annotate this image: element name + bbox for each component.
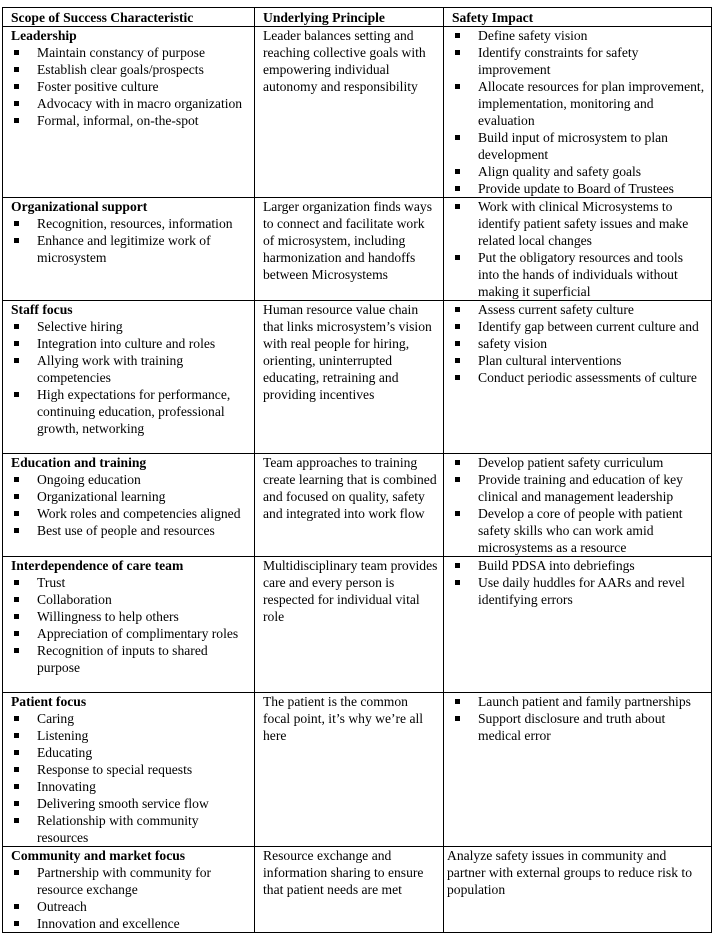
principle-cell: Resource exchange and information sharing to ensure that patient needs are met: [255, 847, 444, 933]
characteristic-title: Education and training: [11, 455, 147, 470]
list-item: Maintain constancy of purpose: [11, 44, 249, 61]
impact-cell: [444, 198, 712, 301]
principle-cell: The patient is the common focal point, it’s why we’re all here: [255, 693, 444, 847]
characteristic-title: Community and market focus: [11, 848, 186, 863]
list-item: Organizational learning: [11, 488, 249, 505]
list-item: Recognition of inputs to shared purpose: [11, 642, 249, 676]
list-item: Relationship with community resources: [11, 812, 249, 846]
table-row: [3, 847, 712, 933]
characteristic-list: [11, 318, 249, 437]
list-item: Best use of people and resources: [11, 522, 249, 539]
list-item: Appreciation of complimentary roles: [11, 625, 249, 642]
list-item: Recognition, resources, information: [11, 215, 249, 232]
principle-cell: Team approaches to training create learning that is combined and focused on quality, safety and integrated into work flow: [255, 454, 444, 557]
characteristic-list: [11, 574, 249, 676]
list-item: Build PDSA into debriefings: [452, 557, 706, 574]
list-item: Delivering smooth service flow: [11, 795, 249, 812]
list-item: Define safety vision: [452, 27, 706, 44]
table-header-row: [3, 8, 712, 27]
list-item: Foster positive culture: [11, 78, 249, 95]
list-item: Identify constraints for safety improvement: [452, 44, 706, 78]
list-item: Develop patient safety curriculum: [452, 454, 706, 471]
scope-cell: [3, 198, 255, 301]
principle-cell: Human resource value chain that links microsystem’s vision with real people for hiring, orienting, uninterrupted educating, retraining and providing incentives: [255, 301, 444, 454]
column-header-scope: Scope of Success Characteristic: [3, 8, 255, 27]
impact-list: [452, 198, 706, 300]
principle-cell: Leader balances setting and reaching collective goals with empowering individual autonomy and responsibility: [255, 27, 444, 198]
impact-list: [452, 454, 706, 556]
impact-list: [452, 27, 706, 197]
characteristic-title: Organizational support: [11, 199, 148, 214]
principle-cell: Larger organization finds ways to connect and facilitate work of microsystem, including harmonization and handoffs between Microsystems: [255, 198, 444, 301]
scope-cell: [3, 27, 255, 198]
list-item: Provide training and education of key clinical and management leadership: [452, 471, 706, 505]
list-item: Response to special requests: [11, 761, 249, 778]
list-item: Innovation and excellence: [11, 915, 249, 932]
table-row: [3, 557, 712, 693]
success-characteristics-table: [2, 7, 712, 933]
list-item: Align quality and safety goals: [452, 163, 706, 180]
impact-list: [452, 693, 706, 744]
scope-cell: [3, 301, 255, 454]
impact-cell: [444, 693, 712, 847]
list-item: Work roles and competencies aligned: [11, 505, 249, 522]
column-header-principle: Underlying Principle: [255, 8, 444, 27]
list-item: Support disclosure and truth about medical error: [452, 710, 706, 744]
list-item: Put the obligatory resources and tools into the hands of individuals without making it superficial: [452, 249, 706, 300]
impact-cell: [444, 301, 712, 454]
characteristic-list: [11, 215, 249, 266]
principle-cell: Multidisciplinary team provides care and every person is respected for individual vital role: [255, 557, 444, 693]
table-row: [3, 693, 712, 847]
list-item: Work with clinical Microsystems to identify patient safety issues and make related local changes: [452, 198, 706, 249]
impact-list: [452, 557, 706, 608]
list-item: Caring: [11, 710, 249, 727]
impact-cell: [444, 454, 712, 557]
column-header-impact: Safety Impact: [444, 8, 712, 27]
list-item: Formal, informal, on-the-spot: [11, 112, 249, 129]
table-row: [3, 198, 712, 301]
list-item: Identify gap between current culture and: [452, 318, 706, 335]
characteristic-title: Interdependence of care team: [11, 558, 184, 573]
characteristic-title: Leadership: [11, 28, 77, 43]
list-item: Collaboration: [11, 591, 249, 608]
list-item: Build input of microsystem to plan development: [452, 129, 706, 163]
impact-cell: [444, 27, 712, 198]
characteristic-title: Patient focus: [11, 694, 87, 709]
scope-cell: [3, 557, 255, 693]
impact-cell: [444, 847, 712, 933]
list-item: Integration into culture and roles: [11, 335, 249, 352]
characteristic-list: [11, 864, 249, 932]
list-item: Selective hiring: [11, 318, 249, 335]
list-item: Trust: [11, 574, 249, 591]
list-item: Conduct periodic assessments of culture: [452, 369, 706, 386]
list-item: Allying work with training competencies: [11, 352, 249, 386]
scope-cell: [3, 454, 255, 557]
list-item: Willingness to help others: [11, 608, 249, 625]
list-item: Assess current safety culture: [452, 301, 706, 318]
characteristic-list: [11, 44, 249, 129]
list-item: Advocacy with in macro organization: [11, 95, 249, 112]
list-item: Allocate resources for plan improvement, implementation, monitoring and evaluation: [452, 78, 706, 129]
list-item: Plan cultural interventions: [452, 352, 706, 369]
list-item: High expectations for performance, continuing education, professional growth, networking: [11, 386, 249, 437]
list-item: Develop a core of people with patient safety skills who can work amid microsystems as a resource: [452, 505, 706, 556]
list-item: Launch patient and family partnerships: [452, 693, 706, 710]
list-item: Listening: [11, 727, 249, 744]
list-item: Provide update to Board of Trustees: [452, 180, 706, 197]
list-item: Enhance and legitimize work of microsystem: [11, 232, 249, 266]
list-item: Outreach: [11, 898, 249, 915]
list-item: Educating: [11, 744, 249, 761]
characteristic-title: Staff focus: [11, 302, 73, 317]
characteristic-list: [11, 710, 249, 846]
characteristic-list: [11, 471, 249, 539]
impact-text: Analyze safety issues in community and partner with external groups to reduce risk to population: [447, 848, 692, 897]
list-item: Innovating: [11, 778, 249, 795]
table-row: [3, 454, 712, 557]
table-row: [3, 301, 712, 454]
impact-cell: [444, 557, 712, 693]
list-item: Use daily huddles for AARs and revel identifying errors: [452, 574, 706, 608]
scope-cell: [3, 847, 255, 933]
list-item: Ongoing education: [11, 471, 249, 488]
table-row: [3, 27, 712, 198]
list-item: safety vision: [452, 335, 706, 352]
list-item: Establish clear goals/prospects: [11, 61, 249, 78]
list-item: Partnership with community for resource exchange: [11, 864, 249, 898]
scope-cell: [3, 693, 255, 847]
impact-list: [452, 301, 706, 386]
